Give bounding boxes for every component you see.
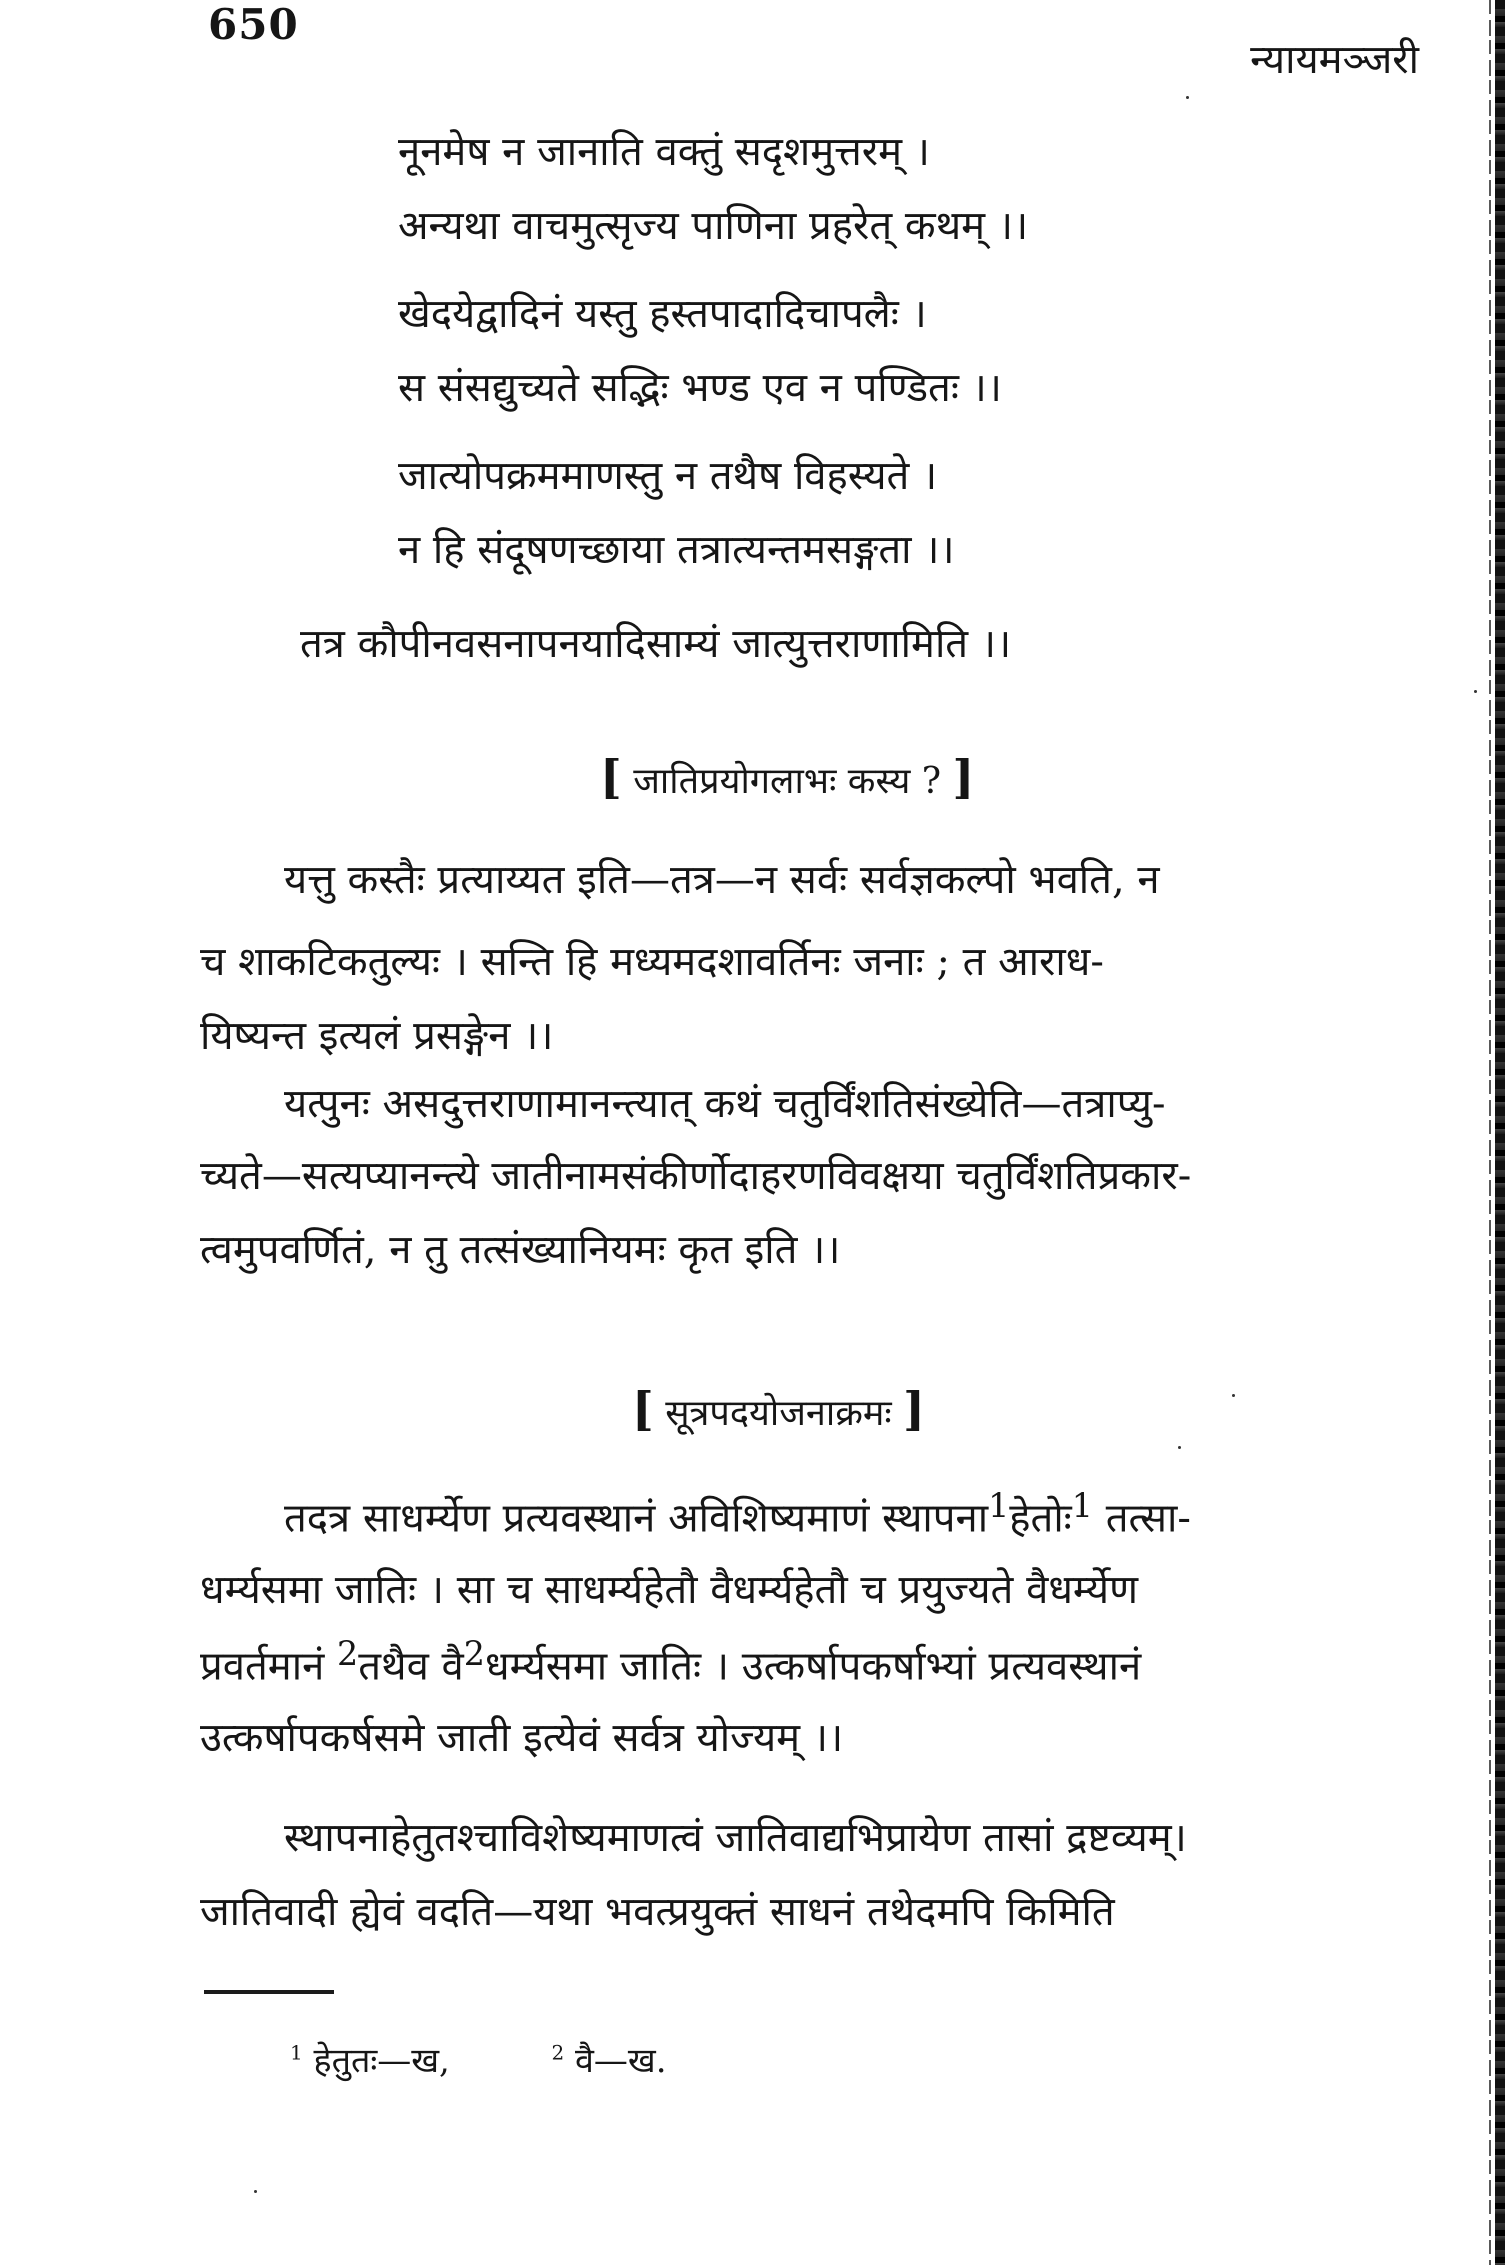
heading-close-bracket: ] [952,750,975,804]
paragraph-line: जातिवादी ह्येवं वदति—यथा भवत्प्रयुक्तं साधनं तथेदमपि किमिति [200,1889,1115,1935]
scan-speck [1232,1394,1235,1397]
paragraph-line: च्यते—सत्यप्यानन्त्ये जातीनामसंकीर्णोदाहरणविवक्षया चतुर्विंशतिप्रकार- [200,1153,1192,1199]
concluding-line: तत्र कौपीनवसनापनयादिसाम्यं जात्युत्तराणामिति ।। [300,621,1012,667]
section-heading [632,1382,925,1436]
paragraph-line: यत्तु कस्तैः प्रत्याय्यत इति—तत्र—न सर्वः सर्वज्ञकल्पो भवति, न [284,857,1160,903]
scan-speck [1186,96,1189,99]
footnote-text: हेतुतः—ख, [313,2041,450,2081]
text-run: हेतोः [1009,1495,1072,1542]
text-run: तत्सा- [1092,1495,1191,1542]
heading-text: जातिप्रयोगलाभः कस्य ? [633,761,942,802]
page-number: 650 [208,0,299,49]
paragraph-line: यिष्यन्त इत्यलं प्रसङ्गेन ।। [200,1013,554,1059]
footnote-marker: 2 [337,1634,359,1673]
binding-edge-shadow [1489,0,1491,2265]
verse-line: खेदयेद्वादिनं यस्तु हस्तपादादिचापलैः । [398,291,927,337]
paragraph-line [284,1486,1191,1543]
verse-line: नूनमेष न जानाति वक्तुं सदृशमुत्तरम् । [398,129,930,175]
heading-text: सूत्रपदयोजनाक्रमः [665,1393,892,1434]
footnotes [290,2036,667,2082]
paragraph-line [200,1634,1141,1691]
verse-line: अन्यथा वाचमुत्सृज्य पाणिना प्रहरेत् कथम् ।। [398,203,1029,249]
text-run: तदत्र साधर्म्येण प्रत्यवस्थानं अविशिष्यमाणं स्थापना [284,1495,989,1542]
verse-line: जात्योपक्रममाणस्तु न तथैष विहस्यते । [398,453,938,499]
text-run: धर्म्यसमा जातिः । उत्कर्षापकर्षाभ्यां प्रत्यवस्थानं [485,1643,1142,1690]
verse-line: स संसद्युच्यते सद्भिः भण्ड एव न पण्डितः ।। [398,365,1002,411]
paragraph-line: उत्कर्षापकर्षसमे जाती इत्येवं सर्वत्र योज्यम् ।। [200,1715,844,1761]
paragraph-line: स्थापनाहेतुतश्चाविशेष्यमाणत्वं जातिवाद्यभिप्रायेण तासां द्रष्टव्यम्। [284,1815,1187,1861]
footnote-number: 2 [551,2040,565,2065]
footnote-text: वै—ख. [575,2041,667,2081]
heading-open-bracket: [ [600,750,622,804]
scan-speck [1178,1446,1181,1449]
paragraph-line: त्वमुपवर्णितं, न तु तत्संख्यानियमः कृत इति ।। [200,1227,841,1273]
scan-speck [1474,690,1477,693]
footnote-rule [204,1990,334,1994]
scan-speck [254,2190,257,2193]
footnote-marker: 1 [1071,1486,1093,1525]
footnote-number: 1 [290,2040,303,2065]
heading-close-bracket: ] [903,1382,925,1436]
binding-edge [1495,0,1505,2265]
paragraph-line: यत्पुनः असदुत्तराणामानन्त्यात् कथं चतुर्विंशतिसंख्येति—तत्राप्यु- [284,1081,1166,1127]
heading-open-bracket: [ [632,1382,654,1436]
text-run: तथैव वै [358,1643,464,1690]
footnote-marker: 2 [463,1634,485,1673]
text-run: प्रवर्तमानं [200,1643,337,1690]
running-head: न्यायमञ्जरी [1250,37,1419,83]
paragraph-line: च शाकटिकतुल्यः । सन्ति हि मध्यमदशावर्तिनः जनाः ; त आराध- [200,939,1104,985]
section-heading [600,750,974,804]
footnote-marker: 1 [988,1486,1010,1525]
paragraph-line: धर्म्यसमा जातिः । सा च साधर्म्यहेतौ वैधर्म्यहेतौ च प्रयुज्यते वैधर्म्येण [200,1567,1139,1613]
verse-line: न हि संदूषणच्छाया तत्रात्यन्तमसङ्गता ।। [398,527,955,573]
